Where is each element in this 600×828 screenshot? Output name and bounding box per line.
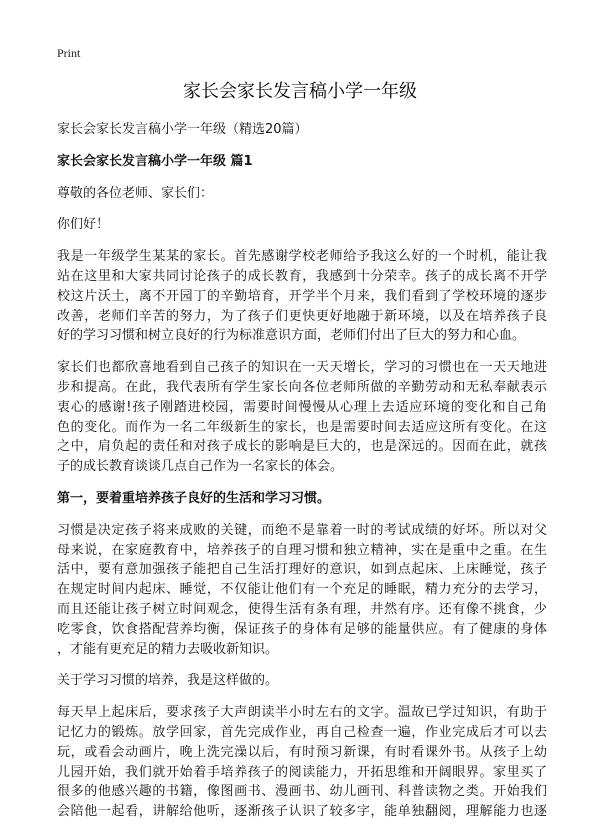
document-title: 家长会家长发言稿小学一年级	[183, 81, 417, 102]
paragraph-line: 儿园开始，我们就开始着手培养孩子的阅读能力，开拓思维和开阔眼界。家里买了	[57, 764, 547, 780]
paragraph-4: 关于学习习惯的培养，我是这样做的。	[57, 673, 279, 689]
paragraph-3	[57, 521, 547, 660]
paragraph-1	[57, 247, 547, 346]
paragraph-line: 子的成长教育谈谈几点自己作为一名家长的体会。	[57, 459, 344, 475]
article-heading: 家长会家长发言稿小学一年级 篇1	[57, 153, 253, 169]
print-label: Print	[57, 46, 81, 60]
paragraph-line: ，才能有更充足的精力去吸收新知识。	[57, 641, 279, 657]
paragraph-line: 我是一年级学生某某的家长。首先感谢学校老师给予我这么好的一个时机，能让我	[57, 249, 547, 265]
paragraph-line: 校这片沃土，离不开园丁的辛勤培育，开学半个月来，我们看到了学校环境的逐步	[57, 288, 547, 304]
document-subtitle: 家长会家长发言稿小学一年级（精选20篇）	[57, 122, 308, 137]
paragraph-line: 在规定时间内起床、睡觉，不仅能让他们有一个充足的睡眠，精力充分的去学习，	[57, 582, 547, 598]
paragraph-line: 色的变化。而作为一名二年级新生的家长，也是需要时间去适应这所有变化。在这	[57, 419, 547, 435]
paragraph-line: 好的学习习惯和树立良好的行为标准意识方面，老师们付出了巨大的努力和心血。	[57, 328, 526, 344]
paragraph-line: 步和提高。在此，我代表所有学生家长向各位老师所做的辛勤劳动和无私奉献表示	[57, 379, 547, 395]
paragraph-line: 母来说，在家庭教育中，培养孩子的自理习惯和独立精神，实在是重中之重。在生	[57, 542, 547, 558]
paragraph-line: 玩，或看会动画片，晚上洗完澡以后，有时预习新课，有时看课外书。从孩子上幼	[57, 744, 547, 760]
greeting-line-1: 尊敬的各位老师、家长们：	[57, 185, 214, 201]
paragraph-2	[57, 358, 547, 477]
paragraph-line: 改善，老师们辛苦的努力，为了孩子们更快更好地融于新环境，以及在培养孩子良	[57, 308, 547, 324]
greeting-line-2: 你们好！	[57, 217, 110, 233]
paragraph-line: 之中，肩负起的责任和对孩子成长的影响是巨大的，也是深远的。因而在此，就孩	[57, 439, 547, 455]
paragraph-line: 会陪他一起看，讲解给他听，逐渐孩子认识了较多字，能单独翻阅，理解能力也逐	[57, 804, 547, 820]
paragraph-line: 习惯是决定孩子将来成败的关键，而绝不是靠着一时的考试成绩的好坏。所以对父	[57, 522, 547, 538]
paragraph-line: 而且还能让孩子树立时间观念，使得生活有条有理，井然有序。还有像不挑食，少	[57, 601, 547, 617]
paragraph-line: 活中，要有意加强孩子能把自己生活打理好的意识，如到点起床、上床睡觉，孩子	[57, 562, 547, 578]
paragraph-line: 站在这里和大家共同讨论孩子的成长教育，我感到十分荣幸。孩子的成长离不开学	[57, 268, 547, 284]
paragraph-line: 吃零食，饮食搭配营养均衡，保证孩子的身体有足够的能量供应。有了健康的身体	[57, 621, 547, 637]
section-heading-1: 第一，要着重培养孩子良好的生活和学习习惯。	[57, 490, 331, 506]
paragraph-5	[57, 703, 547, 822]
paragraph-line: 每天早上起床后，要求孩子大声朗读半小时左右的文字。温故已学过知识，有助于	[57, 705, 547, 721]
document-body	[57, 120, 547, 822]
paragraph-line: 很多的他感兴趣的书籍，像图画书、漫画书、幼儿画刊、科普读物之类。开始我们	[57, 784, 547, 800]
paragraph-line: 衷心的感谢!孩子刚踏进校园，需要时间慢慢从心理上去适应环境的变化和自己角	[57, 399, 547, 415]
paragraph-line: 记忆力的锻炼。放学回家，首先完成作业，再自己检查一遍，作业完成后才可以去	[57, 724, 547, 740]
paragraph-line: 家长们也都欣喜地看到自己孩子的知识在一天天增长，学习的习惯也在一天天地进	[57, 360, 547, 376]
